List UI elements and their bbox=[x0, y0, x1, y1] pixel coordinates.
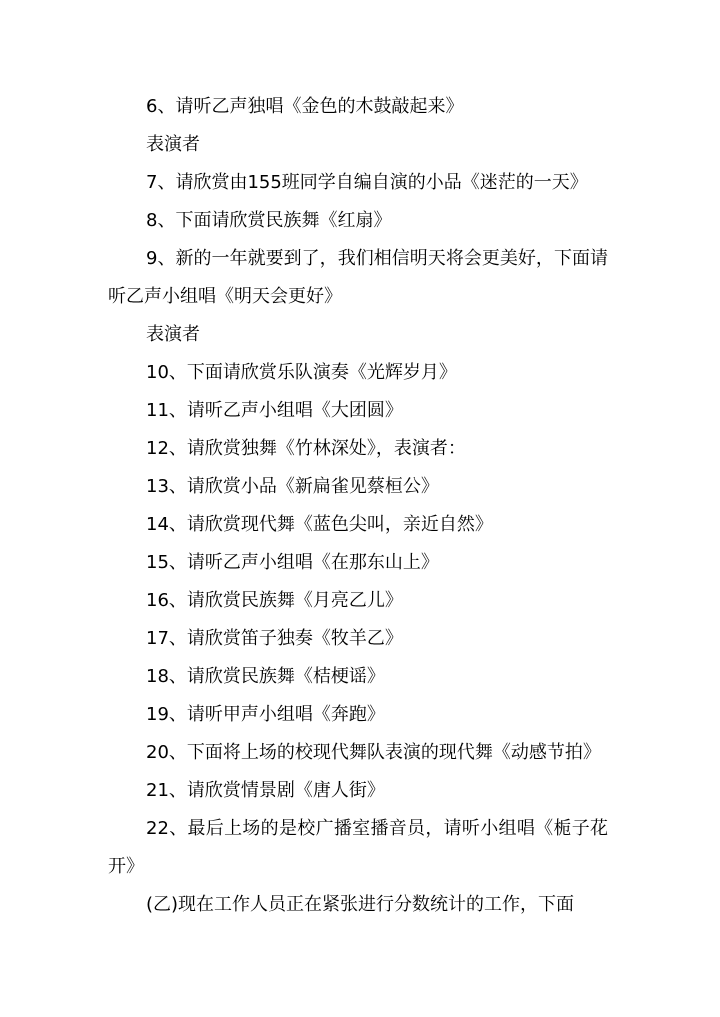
paragraph-item-22: 22、最后上场的是校广播室播音员，请听小组唱《栀子花开》 bbox=[108, 818, 608, 877]
paragraph-item-10: 10、下面请欣赏乐队演奏《光辉岁月》 bbox=[146, 362, 457, 383]
paragraph-item-9: 9、新的一年就要到了，我们相信明天将会更美好，下面请听乙声小组唱《明天会更好》 bbox=[108, 248, 608, 307]
performer-label: 表演者 bbox=[146, 134, 200, 155]
paragraph-item-12: 12、请欣赏独舞《竹林深处》，表演者： bbox=[146, 438, 466, 459]
paragraph-item-8: 8、下面请欣赏民族舞《红扇》 bbox=[146, 210, 392, 231]
paragraph-item-16: 16、请欣赏民族舞《月亮乙儿》 bbox=[146, 590, 403, 611]
paragraph-item-21: 21、请欣赏情景剧《唐人街》 bbox=[146, 780, 385, 801]
paragraph-item-14: 14、请欣赏现代舞《蓝色尖叫，亲近自然》 bbox=[146, 514, 493, 535]
paragraph-item-7: 7、请欣赏由155班同学自编自演的小品《迷茫的一天》 bbox=[146, 172, 588, 193]
paragraph-item-11: 11、请听乙声小组唱《大团圆》 bbox=[146, 400, 403, 421]
performer-label: 表演者 bbox=[146, 324, 200, 345]
paragraph-item-15: 15、请听乙声小组唱《在那东山上》 bbox=[146, 552, 439, 573]
paragraph-item-6: 6、请听乙声独唱《金色的木鼓敲起来》 bbox=[146, 96, 464, 117]
paragraph-item-17: 17、请欣赏笛子独奏《牧羊乙》 bbox=[146, 628, 403, 649]
paragraph-item-13: 13、请欣赏小品《新扁雀见蔡桓公》 bbox=[146, 476, 439, 497]
document-body bbox=[108, 88, 608, 924]
paragraph-item-19: 19、请听甲声小组唱《奔跑》 bbox=[146, 704, 385, 725]
paragraph-item-20: 20、下面将上场的校现代舞队表演的现代舞《动感节拍》 bbox=[146, 742, 601, 763]
paragraph-item-18: 18、请欣赏民族舞《桔梗谣》 bbox=[146, 666, 385, 687]
paragraph-transition: (乙)现在工作人员正在紧张进行分数统计的工作，下面 bbox=[146, 894, 575, 915]
